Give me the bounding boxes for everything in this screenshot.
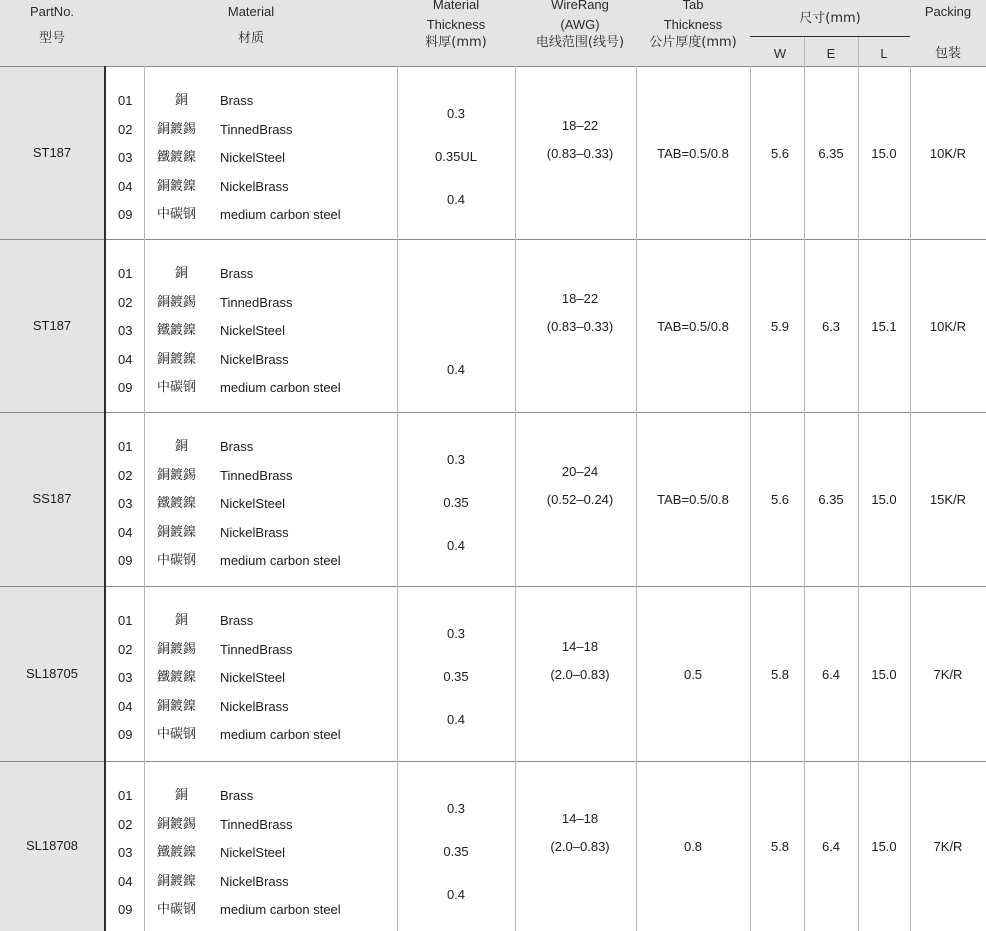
header-tab-cn: 公片厚度(mm) (649, 35, 737, 50)
column-divider (910, 761, 911, 931)
wire-range-awg: 20–24 (561, 464, 599, 479)
wire-range-mm: (0.83–0.33) (546, 145, 614, 161)
row-separator (0, 239, 986, 240)
size-l: 15.0 (871, 839, 897, 854)
material-name-cn: 鐵鍍鎳 (157, 845, 197, 860)
wire-range-awg: 18–22 (561, 117, 599, 133)
column-divider (636, 761, 637, 931)
header-material-en: Material (227, 4, 275, 19)
material-name-en: Brass (220, 613, 254, 628)
column-divider (397, 239, 398, 412)
header-wire-en-2: (AWG) (560, 17, 600, 32)
material-name-en: TinnedBrass (220, 294, 293, 310)
material-code: 01 (118, 266, 133, 281)
column-divider (910, 66, 911, 239)
material-name-cn: 銅 (175, 266, 189, 281)
material-name-cn: 中碳钢 (157, 207, 197, 222)
material-name-en: medium carbon steel (220, 380, 341, 395)
thickness-value: 0.35 (443, 844, 469, 859)
column-divider (104, 66, 106, 239)
column-divider (397, 586, 398, 761)
material-name-cn: 中碳钢 (157, 727, 197, 742)
size-e: 6.4 (821, 839, 841, 854)
material-name-en: Brass (220, 93, 254, 108)
size-w: 5.6 (770, 145, 790, 161)
material-name-en: NickelSteel (220, 670, 286, 685)
row-separator (0, 761, 986, 762)
material-code: 09 (118, 207, 133, 222)
thickness-value: 0.3 (446, 626, 466, 641)
size-w: 5.8 (770, 666, 790, 682)
size-l: 15.0 (871, 492, 897, 507)
partno-cell: SS187 (32, 491, 72, 506)
material-name-en: TinnedBrass (220, 121, 293, 137)
material-code: 01 (118, 613, 133, 628)
material-code: 02 (118, 467, 133, 483)
thickness-value: 0.3 (446, 106, 466, 121)
material-name-en: TinnedBrass (220, 641, 293, 657)
column-divider (750, 66, 751, 239)
material-name-en: NickelBrass (220, 351, 289, 367)
column-divider (144, 586, 145, 761)
column-divider (104, 761, 106, 931)
column-divider (858, 761, 859, 931)
column-divider (515, 412, 516, 586)
material-name-en: NickelBrass (220, 873, 289, 889)
material-name-en: TinnedBrass (220, 816, 293, 832)
column-divider (636, 239, 637, 412)
material-code: 09 (118, 727, 133, 742)
material-code: 04 (118, 698, 133, 714)
material-code: 03 (118, 845, 133, 860)
material-name-en: NickelSteel (220, 496, 286, 511)
material-code: 01 (118, 439, 133, 454)
size-e: 6.35 (818, 145, 844, 161)
material-name-en: medium carbon steel (220, 727, 341, 742)
material-name-cn: 鐵鍍鎳 (157, 670, 197, 685)
material-code: 09 (118, 553, 133, 568)
column-divider (397, 761, 398, 931)
header-packing-cn: 包装 (934, 46, 962, 61)
column-divider (636, 412, 637, 586)
packing: 7K/R (933, 839, 963, 854)
material-code: 01 (118, 788, 133, 803)
header-size-e: E (826, 46, 836, 61)
thickness-value: 0.4 (446, 192, 466, 207)
header-size-divider-el (858, 37, 859, 66)
partno-cell: ST187 (32, 317, 72, 333)
wire-range-mm: (2.0–0.83) (550, 839, 610, 854)
material-name-cn: 銅 (175, 613, 189, 628)
partno-cell: SL18708 (25, 838, 79, 853)
material-name-cn: 鐵鍍鎳 (157, 496, 197, 511)
column-divider (144, 761, 145, 931)
thickness-value: 0.4 (446, 887, 466, 902)
header-thickness-en-2: Thickness (426, 17, 486, 32)
thickness-value: 0.35UL (435, 149, 477, 164)
material-code: 03 (118, 150, 133, 165)
material-name-cn: 中碳钢 (157, 553, 197, 568)
packing: 7K/R (933, 666, 963, 682)
table-header-background (0, 0, 986, 66)
column-divider (858, 239, 859, 412)
material-name-en: NickelSteel (220, 845, 286, 860)
material-code: 03 (118, 496, 133, 511)
header-wire-cn: 电线范围(线号) (535, 35, 625, 50)
packing: 15K/R (929, 492, 967, 507)
material-name-cn: 銅鍍鎳 (157, 524, 197, 540)
column-divider (858, 412, 859, 586)
partno-cell: ST187 (32, 144, 72, 160)
thickness-value: 0.4 (446, 712, 466, 727)
wire-range-mm: (2.0–0.83) (550, 666, 610, 682)
material-code: 02 (118, 641, 133, 657)
header-size-w: W (773, 46, 787, 61)
material-name-cn: 鐵鍍鎳 (157, 150, 197, 165)
material-name-en: NickelBrass (220, 178, 289, 194)
material-name-cn: 中碳钢 (157, 902, 197, 917)
header-partno-en: PartNo. (29, 4, 75, 19)
header-partno-cn: 型号 (38, 31, 66, 46)
column-divider (515, 761, 516, 931)
size-l: 15.0 (871, 145, 897, 161)
thickness-value: 0.35 (443, 669, 469, 684)
row-separator (0, 586, 986, 587)
wire-range-mm: (0.83–0.33) (546, 318, 614, 334)
header-size-underline (750, 36, 910, 37)
material-name-cn: 銅鍍錫 (157, 467, 197, 483)
column-divider (750, 586, 751, 761)
header-thickness-en-1: Material (432, 0, 480, 12)
material-code: 02 (118, 121, 133, 137)
tab-thickness: TAB=0.5/0.8 (657, 318, 729, 334)
column-divider (104, 586, 106, 761)
material-name-cn: 銅鍍錫 (157, 641, 197, 657)
column-divider (804, 412, 805, 586)
header-tab-en-2: Thickness (663, 17, 723, 32)
column-divider (910, 412, 911, 586)
thickness-value: 0.3 (446, 801, 466, 816)
header-size-divider-we (804, 37, 805, 66)
size-w: 5.9 (770, 318, 790, 334)
material-name-cn: 銅鍍鎳 (157, 351, 197, 367)
column-divider (144, 66, 145, 239)
header-packing-en: Packing (924, 4, 972, 19)
size-w: 5.6 (770, 492, 790, 507)
size-l: 15.0 (871, 666, 897, 682)
material-name-cn: 銅 (175, 788, 189, 803)
material-code: 04 (118, 178, 133, 194)
thickness-value: 0.4 (446, 538, 466, 553)
column-divider (804, 66, 805, 239)
header-size-cn: 尺寸(mm) (799, 11, 861, 26)
column-divider (750, 761, 751, 931)
column-divider (515, 239, 516, 412)
column-divider (515, 66, 516, 239)
size-e: 6.3 (821, 318, 841, 334)
column-divider (144, 239, 145, 412)
column-divider (858, 66, 859, 239)
material-name-en: NickelBrass (220, 698, 289, 714)
material-name-en: medium carbon steel (220, 207, 341, 222)
material-code: 01 (118, 93, 133, 108)
header-thickness-cn: 料厚(mm) (425, 35, 487, 50)
column-divider (397, 412, 398, 586)
material-code: 02 (118, 294, 133, 310)
material-name-cn: 鐵鍍鎳 (157, 323, 197, 338)
material-name-cn: 銅鍍鎳 (157, 698, 197, 714)
material-name-en: NickelBrass (220, 524, 289, 540)
material-name-en: NickelSteel (220, 150, 286, 165)
column-divider (636, 66, 637, 239)
header-tab-en-1: Tab (682, 0, 704, 12)
material-name-cn: 銅 (175, 93, 189, 108)
tab-thickness: 0.8 (683, 839, 703, 854)
row-separator (0, 66, 986, 67)
wire-range-awg: 14–18 (561, 811, 599, 826)
thickness-value: 0.3 (446, 452, 466, 467)
column-divider (750, 412, 751, 586)
row-separator (0, 412, 986, 413)
column-divider (804, 761, 805, 931)
wire-range-awg: 14–18 (561, 638, 599, 654)
material-name-cn: 銅鍍錫 (157, 121, 197, 137)
material-code: 03 (118, 670, 133, 685)
material-code: 04 (118, 524, 133, 540)
material-code: 09 (118, 902, 133, 917)
material-name-en: NickelSteel (220, 323, 286, 338)
material-name-en: TinnedBrass (220, 467, 293, 483)
column-divider (144, 412, 145, 586)
column-divider (750, 239, 751, 412)
size-l: 15.1 (871, 318, 897, 334)
packing: 10K/R (929, 145, 967, 161)
size-e: 6.4 (821, 666, 841, 682)
thickness-value: 0.35 (443, 495, 469, 510)
partno-cell: SL18705 (25, 665, 79, 681)
tab-thickness: TAB=0.5/0.8 (657, 492, 729, 507)
material-name-en: medium carbon steel (220, 553, 341, 568)
material-code: 09 (118, 380, 133, 395)
material-name-cn: 銅鍍鎳 (157, 873, 197, 889)
column-divider (515, 586, 516, 761)
material-name-cn: 中碳钢 (157, 380, 197, 395)
column-divider (804, 586, 805, 761)
column-divider (104, 412, 106, 586)
column-divider (910, 239, 911, 412)
material-name-en: medium carbon steel (220, 902, 341, 917)
wire-range-mm: (0.52–0.24) (546, 492, 614, 507)
tab-thickness: TAB=0.5/0.8 (657, 145, 729, 161)
column-divider (104, 239, 106, 412)
size-w: 5.8 (770, 839, 790, 854)
material-code: 03 (118, 323, 133, 338)
material-code: 02 (118, 816, 133, 832)
thickness-value: 0.4 (446, 362, 466, 377)
material-name-en: Brass (220, 439, 254, 454)
column-divider (397, 66, 398, 239)
tab-thickness: 0.5 (683, 666, 703, 682)
material-name-cn: 銅鍍錫 (157, 816, 197, 832)
column-divider (910, 586, 911, 761)
packing: 10K/R (929, 318, 967, 334)
header-wire-en-1: WireRang (551, 0, 609, 12)
wire-range-awg: 18–22 (561, 290, 599, 306)
material-code: 04 (118, 873, 133, 889)
column-divider (858, 586, 859, 761)
material-name-cn: 銅鍍錫 (157, 294, 197, 310)
column-divider (636, 586, 637, 761)
size-e: 6.35 (818, 492, 844, 507)
material-code: 04 (118, 351, 133, 367)
material-name-cn: 銅鍍鎳 (157, 178, 197, 194)
material-name-en: Brass (220, 788, 254, 803)
material-name-en: Brass (220, 266, 254, 281)
header-material-cn: 材质 (237, 31, 265, 46)
header-size-l: L (880, 46, 888, 61)
material-name-cn: 銅 (175, 439, 189, 454)
column-divider (804, 239, 805, 412)
